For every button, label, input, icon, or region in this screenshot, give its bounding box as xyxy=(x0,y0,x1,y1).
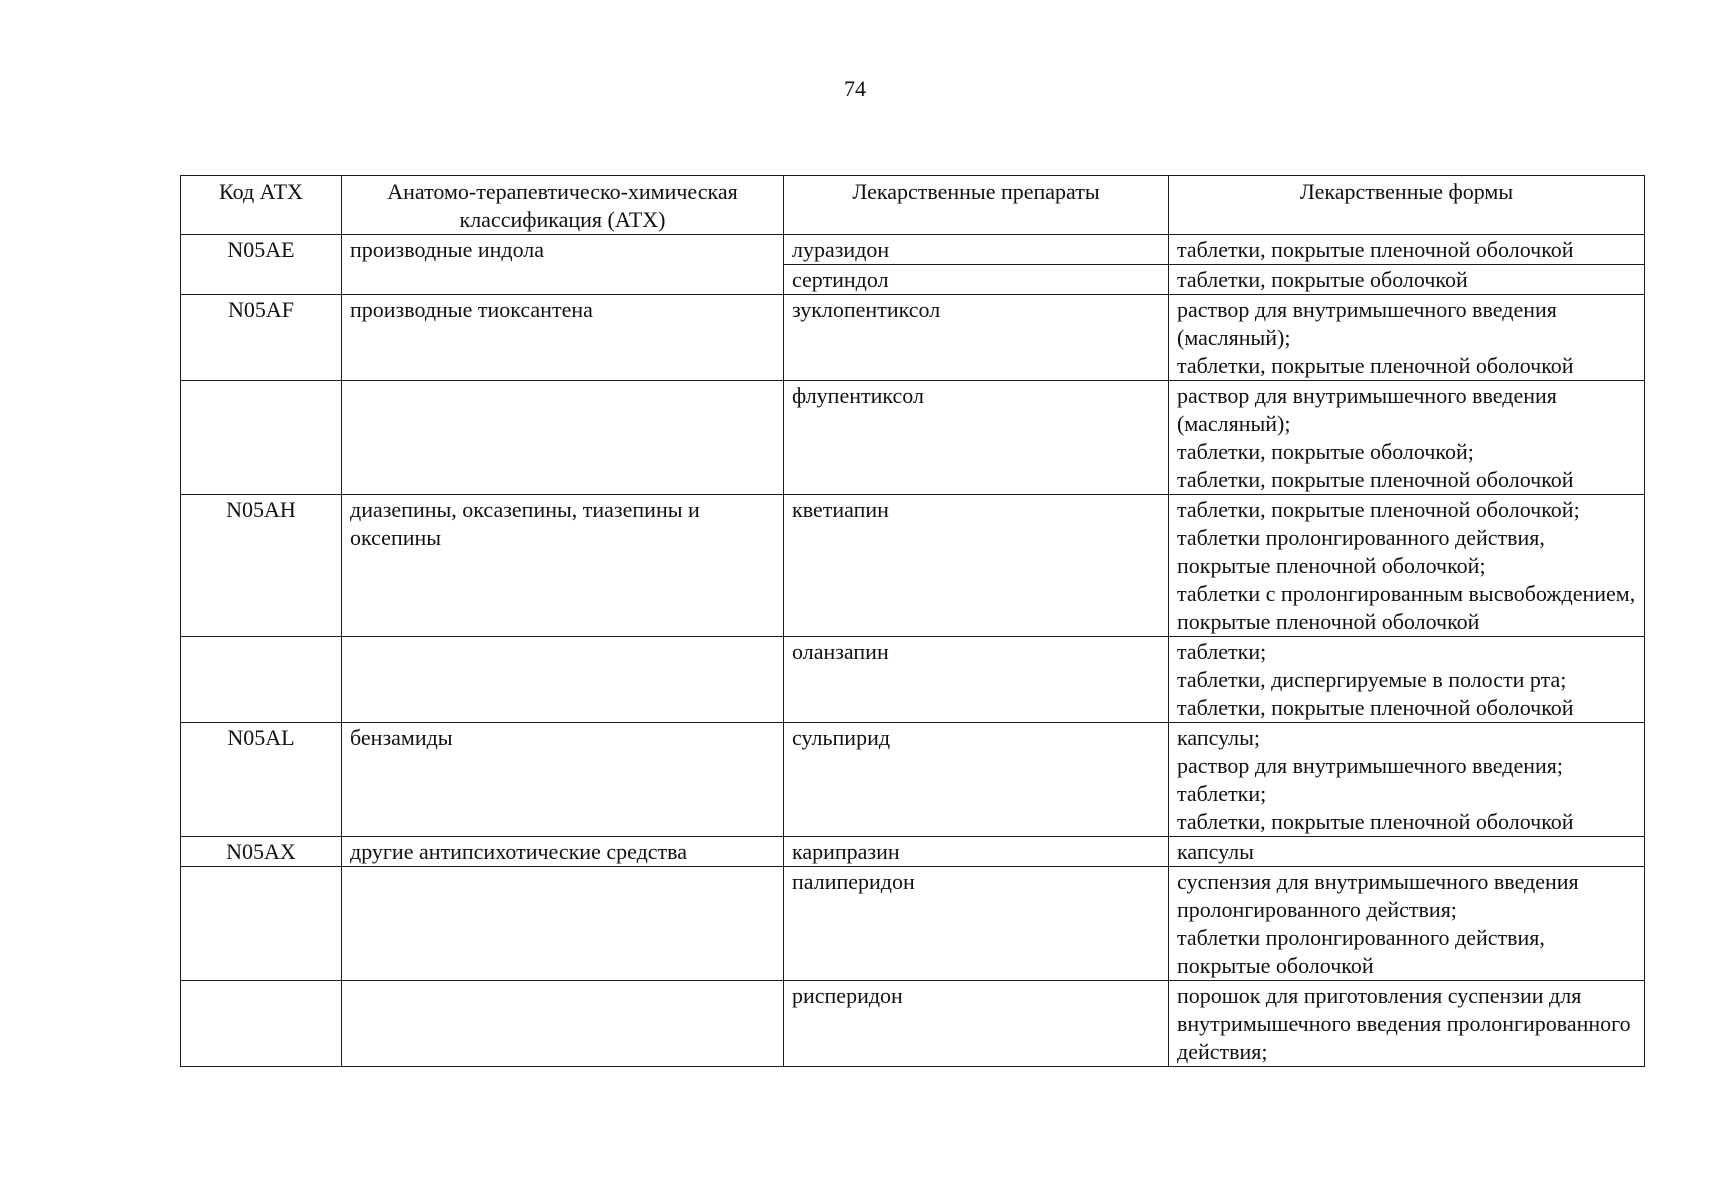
dosage-form-line: таблетки, покрытые пленочной оболочкой xyxy=(1177,237,1574,262)
dosage-form-line: таблетки, диспергируемые в полости рта; xyxy=(1177,667,1567,692)
drug-cell: карипразин xyxy=(784,837,1169,867)
dosage-forms-cell xyxy=(1169,265,1645,295)
drug-cell: зуклопентиксол xyxy=(784,295,1169,381)
dosage-form-line: таблетки, покрытые пленочной оболочкой xyxy=(1177,467,1574,492)
dosage-form-line: таблетки, покрытые пленочной оболочкой xyxy=(1177,353,1574,378)
drug-cell: сульпирид xyxy=(784,723,1169,837)
dosage-form-line: таблетки, покрытые пленочной оболочкой xyxy=(1177,695,1574,720)
dosage-form-line: таблетки пролонгированного действия, покрытые оболочкой xyxy=(1177,925,1545,978)
drug-cell: флупентиксол xyxy=(784,381,1169,495)
dosage-forms-cell xyxy=(1169,381,1645,495)
classification-cell: бензамиды xyxy=(342,723,784,837)
table-row xyxy=(181,867,1645,981)
dosage-form-line: раствор для внутримышечного введения; xyxy=(1177,753,1564,778)
dosage-form-line: таблетки, покрытые пленочной оболочкой xyxy=(1177,809,1574,834)
atx-code-cell: N05AF xyxy=(181,295,342,381)
dosage-form-line: таблетки, покрытые оболочкой xyxy=(1177,267,1468,292)
drug-cell: оланзапин xyxy=(784,637,1169,723)
table-row xyxy=(181,235,1645,265)
atx-drug-table xyxy=(180,175,1645,1067)
dosage-form-line: таблетки, покрытые оболочкой; xyxy=(1177,439,1474,464)
table-row xyxy=(181,295,1645,381)
atx-code-cell xyxy=(181,981,342,1067)
atx-code-cell: N05AX xyxy=(181,837,342,867)
dosage-form-line: капсулы xyxy=(1177,839,1254,864)
atx-code-cell: N05AE xyxy=(181,235,342,295)
table-row xyxy=(181,837,1645,867)
dosage-form-line: таблетки с пролонгированным высвобождением, покрытые пленочной оболочкой xyxy=(1177,581,1636,634)
table-row xyxy=(181,381,1645,495)
dosage-forms-cell xyxy=(1169,235,1645,265)
dosage-form-line: таблетки пролонгированного действия, покрытые пленочной оболочкой; xyxy=(1177,525,1545,578)
drug-cell: луразидон xyxy=(784,235,1169,265)
atx-code-cell xyxy=(181,637,342,723)
dosage-form-line: таблетки, покрытые пленочной оболочкой; xyxy=(1177,497,1580,522)
classification-cell: производные индола xyxy=(342,235,784,295)
dosage-forms-cell xyxy=(1169,867,1645,981)
classification-cell: другие антипсихотические средства xyxy=(342,837,784,867)
header-atx-classification: Анатомо-терапевтическо-химическая классификация (АТХ) xyxy=(342,176,784,235)
dosage-form-line: раствор для внутримышечного введения (масляный); xyxy=(1177,297,1557,350)
classification-cell xyxy=(342,867,784,981)
table-row xyxy=(181,495,1645,637)
dosage-forms-cell xyxy=(1169,723,1645,837)
drug-cell: рисперидон xyxy=(784,981,1169,1067)
dosage-form-line: таблетки; xyxy=(1177,781,1267,806)
dosage-form-line: суспензия для внутримышечного введения пролонгированного действия; xyxy=(1177,869,1579,922)
dosage-form-line: раствор для внутримышечного введения (масляный); xyxy=(1177,383,1557,436)
classification-cell xyxy=(342,381,784,495)
table-row xyxy=(181,637,1645,723)
table-row xyxy=(181,723,1645,837)
drug-cell: палиперидон xyxy=(784,867,1169,981)
classification-cell xyxy=(342,637,784,723)
dosage-forms-cell xyxy=(1169,981,1645,1067)
dosage-forms-cell xyxy=(1169,637,1645,723)
drug-cell: сертиндол xyxy=(784,265,1169,295)
dosage-form-line: капсулы; xyxy=(1177,725,1260,750)
table-row xyxy=(181,981,1645,1067)
header-dosage-forms: Лекарственные формы xyxy=(1169,176,1645,235)
classification-cell: производные тиоксантена xyxy=(342,295,784,381)
table-header-row xyxy=(181,176,1645,235)
dosage-forms-cell xyxy=(1169,837,1645,867)
dosage-forms-cell xyxy=(1169,495,1645,637)
atx-code-cell xyxy=(181,381,342,495)
classification-cell xyxy=(342,981,784,1067)
atx-code-cell: N05AH xyxy=(181,495,342,637)
atx-code-cell xyxy=(181,867,342,981)
atx-code-cell: N05AL xyxy=(181,723,342,837)
classification-cell: диазепины, оксазепины, тиазепины и оксепины xyxy=(342,495,784,637)
dosage-forms-cell xyxy=(1169,295,1645,381)
page-number: 74 xyxy=(844,76,866,101)
drug-cell: кветиапин xyxy=(784,495,1169,637)
dosage-form-line: порошок для приготовления суспензии для внутримышечного введения пролонгированного действия; xyxy=(1177,983,1631,1064)
header-drugs: Лекарственные препараты xyxy=(784,176,1169,235)
dosage-form-line: таблетки; xyxy=(1177,639,1267,664)
header-atx-code: Код АТХ xyxy=(181,176,342,235)
